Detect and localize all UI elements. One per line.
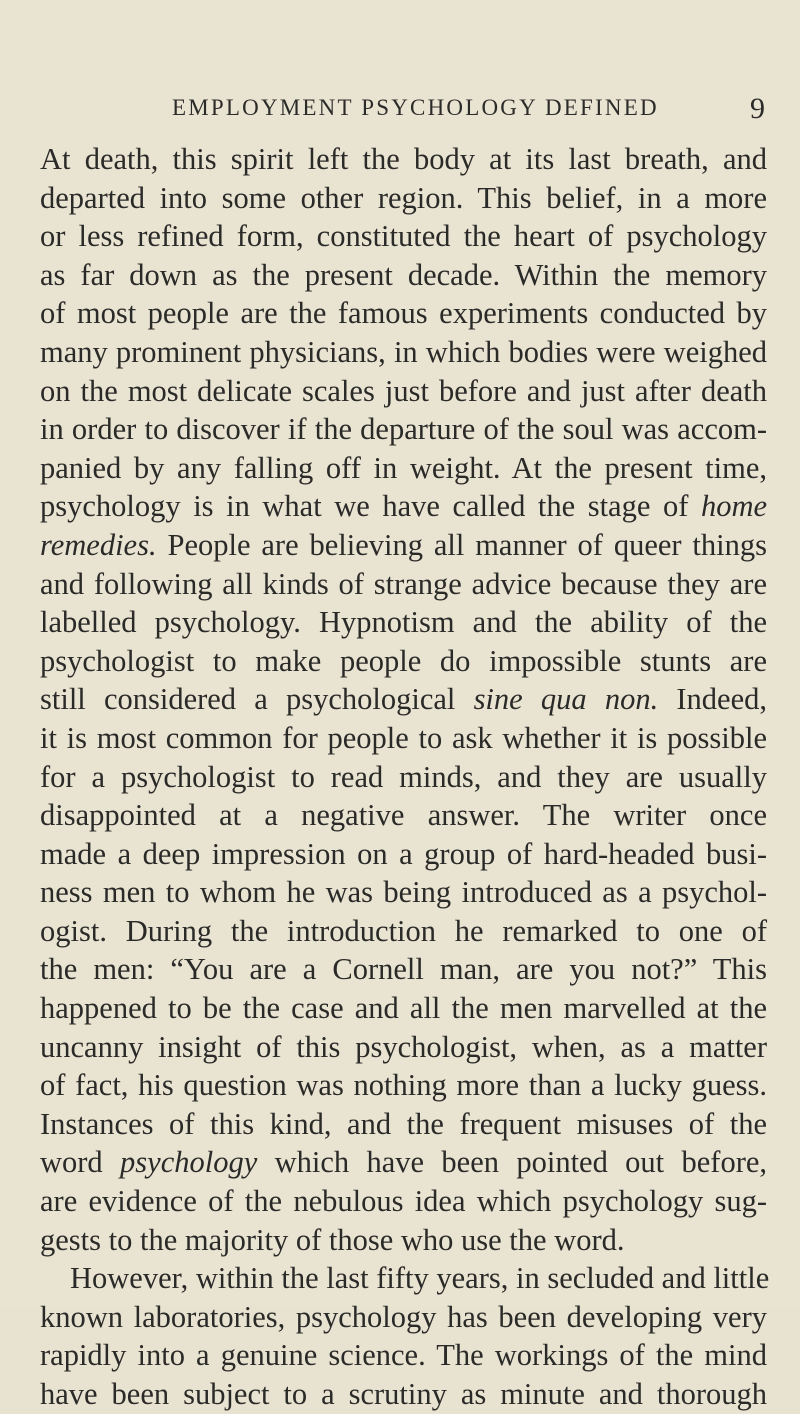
text-line: or less refined form, constituted the heart of psychology — [40, 219, 767, 254]
text-line: uncanny insight of this psychologist, when, as a matter — [40, 1029, 767, 1064]
text-line: on the most delicate scales just before and just after death — [40, 373, 767, 408]
text-line: have been subject to a scrutiny as minute and thorough — [40, 1377, 767, 1411]
text-line: it is most common for people to ask whether it is possible — [40, 720, 767, 755]
text-line: known laboratories, psychology has been developing very — [40, 1299, 767, 1334]
text-line: as far down as the present decade. Within the memory — [40, 257, 767, 292]
text-segment: Indeed, — [676, 682, 767, 717]
text-line: made a deep impression on a group of hard-headed busi- — [40, 836, 767, 871]
text-line: panied by any falling off in weight. At the present time, — [40, 450, 767, 485]
text-line: and following all kinds of strange advice because they are — [40, 566, 767, 601]
text-line — [40, 1143, 767, 1182]
text-segment: psychology is in what we have called the stage of — [40, 489, 689, 524]
text-line — [40, 487, 767, 526]
text-line: ogist. During the introduction he remarked to one of — [40, 913, 767, 948]
text-segment: still considered a psychological — [40, 682, 456, 717]
italic-term: home — [700, 489, 768, 524]
italic-term: psychology — [120, 1145, 258, 1180]
text-segment: word — [40, 1145, 103, 1180]
text-line: ness men to whom he was being introduced as a psychol- — [40, 875, 767, 910]
running-title: EMPLOYMENT PSYCHOLOGY DEFINED — [172, 95, 659, 120]
text-segment: which have been pointed out before, — [274, 1145, 768, 1180]
text-line: departed into some other region. This belief, in a more — [40, 180, 767, 215]
text-line: rapidly into a genuine science. The workings of the mind — [40, 1338, 767, 1373]
text-line — [40, 526, 767, 565]
text-line: However, within the last fifty years, in secluded and little — [70, 1261, 770, 1296]
page-number: 9 — [750, 92, 765, 125]
text-line: in order to discover if the departure of the soul was accom- — [40, 412, 767, 447]
text-line — [40, 680, 767, 719]
italic-term: remedies. — [40, 527, 157, 562]
body-text — [40, 140, 770, 1414]
text-line: Instances of this kind, and the frequent misuses of the — [40, 1106, 767, 1141]
text-segment: People are believing all manner of queer things — [167, 527, 767, 562]
running-head — [40, 92, 765, 129]
text-line: psychologist to make people do impossible stunts are — [40, 643, 767, 678]
text-line: of most people are the famous experiments conducted by — [40, 296, 767, 331]
text-line: are evidence of the nebulous idea which psychology sug- — [40, 1184, 767, 1219]
text-line: the men: “You are a Cornell man, are you not?” This — [40, 952, 767, 987]
text-line: gests to the majority of those who use the word. — [40, 1222, 625, 1257]
text-line: for a psychologist to read minds, and they are usually — [40, 759, 767, 794]
text-line: disappointed at a negative answer. The writer once — [40, 798, 767, 833]
text-line: many prominent physicians, in which bodies were weighed — [40, 334, 767, 369]
text-line: of fact, his question was nothing more than a lucky guess. — [40, 1068, 767, 1103]
italic-term: sine qua non. — [473, 682, 659, 717]
text-line: happened to be the case and all the men marvelled at the — [40, 991, 767, 1026]
text-line: labelled psychology. Hypnotism and the ability of the — [40, 605, 767, 640]
text-line: At death, this spirit left the body at its last breath, and — [40, 142, 767, 176]
